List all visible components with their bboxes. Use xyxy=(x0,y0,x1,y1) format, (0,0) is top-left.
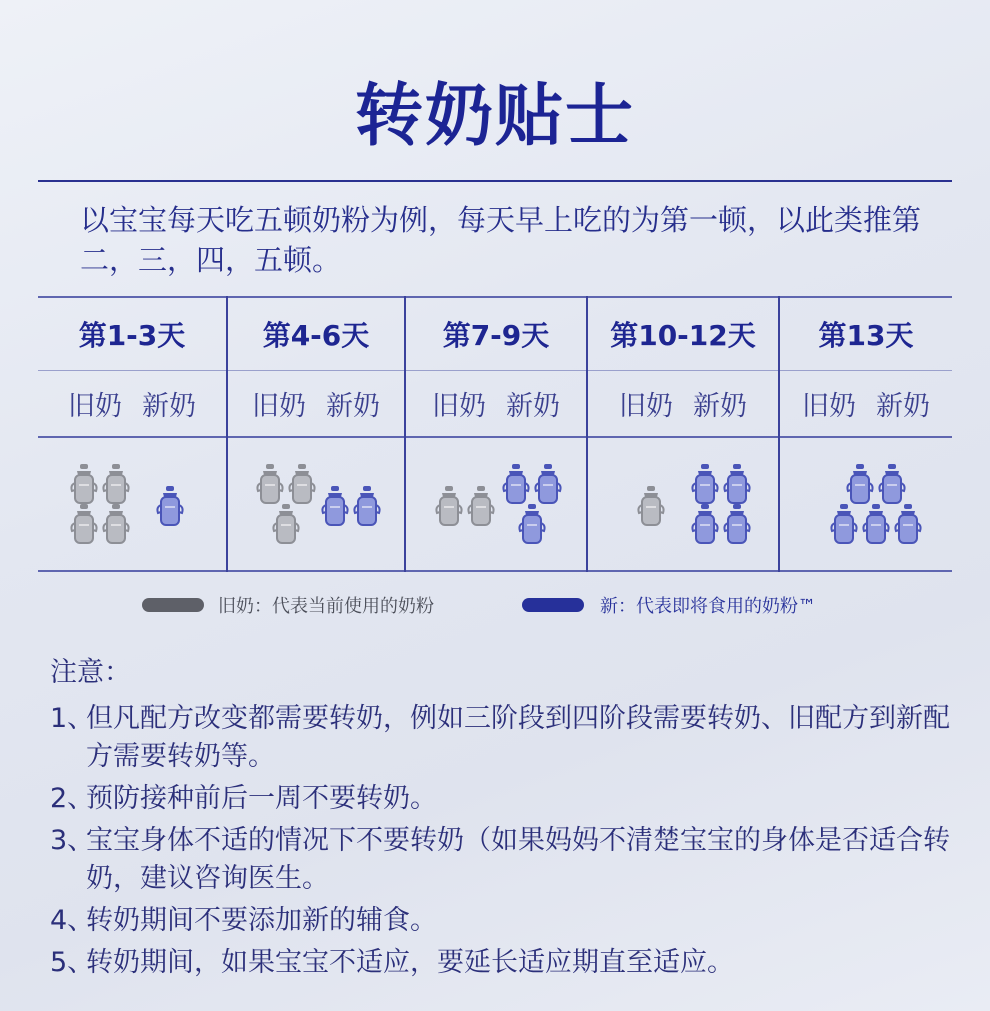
new-bottle-icon xyxy=(352,485,382,527)
table-line xyxy=(38,370,952,371)
note-number: 4、 xyxy=(50,905,95,936)
note-item xyxy=(50,944,950,982)
new-bottle-icon xyxy=(690,463,720,505)
note-text: 预防接种前后一周不要转奶。 xyxy=(86,783,437,814)
new-bottle-icon xyxy=(155,485,185,527)
intro-text: 以宝宝每天吃五顿奶粉为例，每天早上吃的为第一顿，以此类推第二，三，四，五顿。 xyxy=(80,203,922,277)
notes-list xyxy=(50,700,950,986)
old-bottle-icon xyxy=(636,485,666,527)
note-number: 1、 xyxy=(50,703,95,734)
transition-table xyxy=(38,296,952,572)
note-item xyxy=(50,822,950,898)
column-header: 第7-9天 xyxy=(442,319,550,352)
bottle-cell xyxy=(228,440,404,570)
column-sublabels xyxy=(406,384,586,424)
column-sublabels xyxy=(588,384,778,424)
old-bottle-icon xyxy=(101,503,131,545)
divider-top xyxy=(38,180,952,182)
notes-title: 注意： xyxy=(50,657,131,688)
new-label: 新奶 xyxy=(506,391,560,422)
table-line xyxy=(38,296,952,298)
column-sublabels xyxy=(38,384,226,424)
column-header: 第1-3天 xyxy=(78,319,186,352)
new-bottle-icon xyxy=(861,503,891,545)
old-bottle-icon xyxy=(287,463,317,505)
note-item xyxy=(50,902,950,940)
old-label: 旧奶 xyxy=(802,391,856,422)
old-label: 旧奶 xyxy=(252,391,306,422)
new-bottle-icon xyxy=(501,463,531,505)
new-bottle-icon xyxy=(722,463,752,505)
new-label: 新奶 xyxy=(876,391,930,422)
column-sublabels xyxy=(228,384,404,424)
old-bottle-icon xyxy=(434,485,464,527)
column-sublabels xyxy=(780,384,952,424)
new-bottle-icon xyxy=(893,503,923,545)
new-bottle-icon xyxy=(829,503,859,545)
old-label: 旧奶 xyxy=(619,391,673,422)
note-item xyxy=(50,700,950,776)
old-label: 旧奶 xyxy=(68,391,122,422)
note-number: 3、 xyxy=(50,825,95,856)
new-bottle-icon xyxy=(845,463,875,505)
bottle-cell xyxy=(38,440,226,570)
bottle-cell xyxy=(780,440,952,570)
new-bottle-icon xyxy=(690,503,720,545)
page-title: 转奶贴士 xyxy=(354,77,635,156)
old-bottle-icon xyxy=(466,485,496,527)
new-bottle-icon xyxy=(533,463,563,505)
note-text: 转奶期间不要添加新的辅食。 xyxy=(86,905,437,936)
column-header: 第10-12天 xyxy=(610,319,756,352)
old-bottle-icon xyxy=(69,463,99,505)
table-line xyxy=(38,436,952,438)
table-line xyxy=(38,570,952,572)
bottle-cell xyxy=(406,440,586,570)
bottle-cell xyxy=(588,440,778,570)
old-bottle-icon xyxy=(69,503,99,545)
old-label: 旧奶 xyxy=(432,391,486,422)
column-header: 第13天 xyxy=(818,319,914,352)
note-text: 转奶期间，如果宝宝不适应，要延长适应期直至适应。 xyxy=(86,947,734,978)
note-text: 宝宝身体不适的情况下不要转奶（如果妈妈不清楚宝宝的身体是否适合转奶，建议咨询医生。 xyxy=(86,825,950,894)
note-number: 2、 xyxy=(50,783,95,814)
new-bottle-icon xyxy=(320,485,350,527)
new-label: 新奶 xyxy=(142,391,196,422)
new-bottle-icon xyxy=(877,463,907,505)
old-bottle-icon xyxy=(271,503,301,545)
column-header: 第4-6天 xyxy=(262,319,370,352)
note-item xyxy=(50,780,950,818)
new-bottle-icon xyxy=(517,503,547,545)
old-bottle-icon xyxy=(255,463,285,505)
note-number: 5、 xyxy=(50,947,95,978)
new-label: 新奶 xyxy=(693,391,747,422)
new-bottle-icon xyxy=(722,503,752,545)
legend-old-text: 旧奶：代表当前使用的奶粉 xyxy=(218,596,434,617)
legend-new-text: 新：代表即将食用的奶粉™ xyxy=(600,596,816,617)
note-text: 但凡配方改变都需要转奶，例如三阶段到四阶段需要转奶、旧配方到新配方需要转奶等。 xyxy=(86,703,950,772)
old-swatch xyxy=(142,598,204,612)
new-label: 新奶 xyxy=(326,391,380,422)
old-bottle-icon xyxy=(101,463,131,505)
new-swatch xyxy=(522,598,584,612)
